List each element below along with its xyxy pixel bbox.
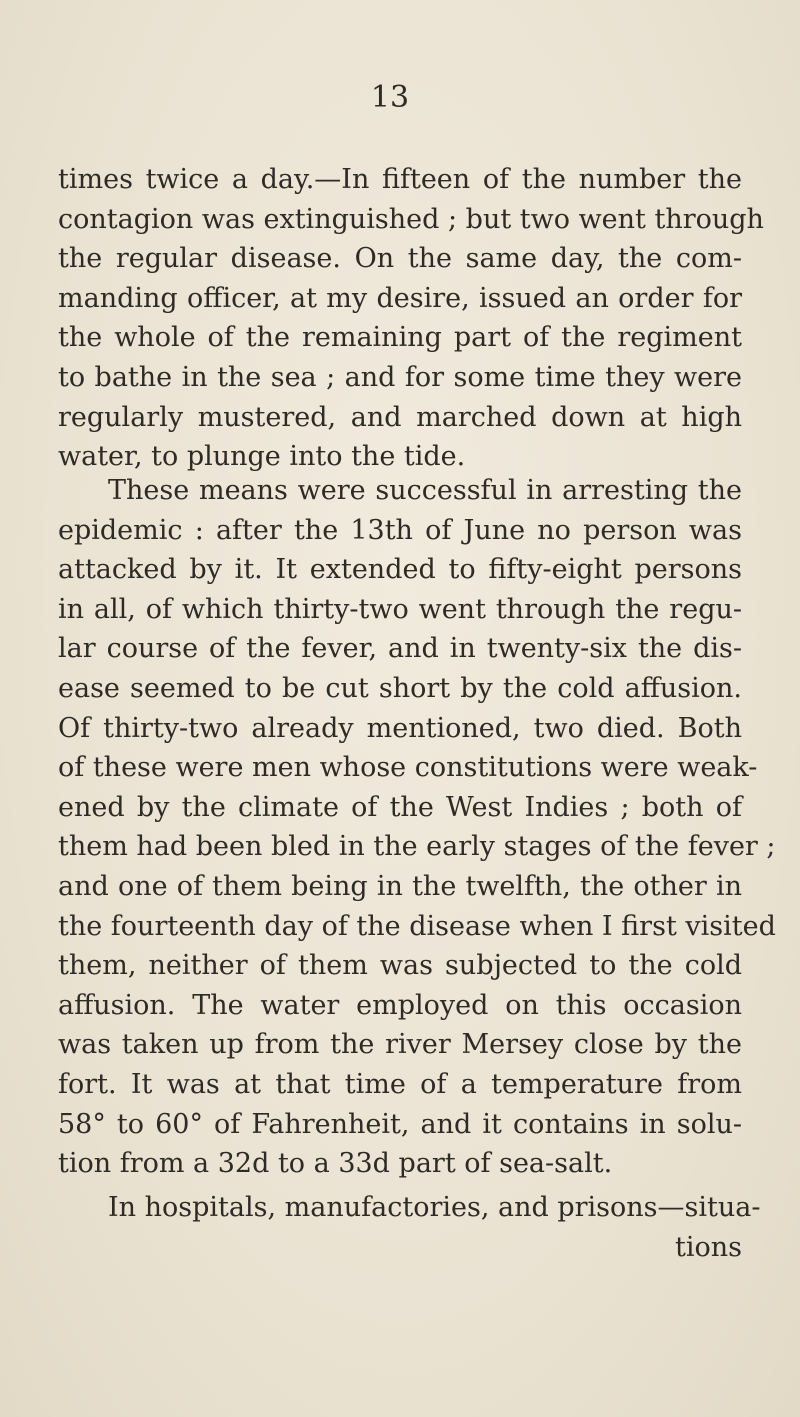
text-line: ease seemed to be cut short by the cold affusion. — [58, 672, 742, 704]
text-line: lar course of the fever, and in twenty-six the dis- — [58, 633, 742, 665]
text-line: regularly mustered, and marched down at high — [58, 401, 742, 433]
text-line: attacked by it. It extended to fifty-eight persons — [58, 554, 742, 586]
text-line: manding officer, at my desire, issued an order for — [58, 282, 742, 314]
text-line: them, neither of them was subjected to the cold — [58, 950, 742, 982]
text-line: the whole of the remaining part of the regiment — [58, 322, 742, 354]
text-line: fort. It was at that time of a temperature from — [58, 1068, 742, 1100]
text-line: contagion was extinguished ; but two went through — [58, 203, 764, 235]
text-line: the fourteenth day of the disease when I first visited — [58, 910, 776, 942]
text-line: times twice a day.—In fifteen of the number the — [58, 164, 742, 195]
text-line: water, to plunge into the tide. — [58, 441, 466, 473]
text-line: and one of them being in the twelfth, the other in — [58, 870, 742, 902]
text-line: was taken up from the river Mersey close by the — [58, 1029, 742, 1061]
text-line: Of thirty-two already mentioned, two died. Both — [58, 712, 742, 744]
text-line: them had been bled in the early stages of the fever ; — [58, 831, 776, 863]
text-line: tion from a 32d to a 33d part of sea-salt. — [58, 1148, 613, 1180]
text-line: affusion. The water employed on this occasion — [58, 989, 742, 1021]
text-line: These means were successful in arresting the — [108, 475, 742, 506]
text-line: ened by the climate of the West Indies ; both of — [58, 791, 742, 823]
text-line: to bathe in the sea ; and for some time they were — [58, 361, 742, 393]
text-line: In hospitals, manufactories, and prisons—situa- — [108, 1192, 761, 1223]
catchword: tions — [675, 1231, 742, 1263]
text-line: in all, of which thirty-two went through the regu- — [58, 593, 742, 625]
paragraph-3 — [58, 1188, 761, 1267]
paragraph-2 — [58, 471, 776, 1184]
paragraph-1 — [58, 160, 764, 477]
text-line: 58° to 60° of Fahrenheit, and it contains in solu- — [58, 1108, 742, 1140]
text-line: epidemic : after the 13th of June no person was — [58, 514, 742, 546]
text-line: of these were men whose constitutions were weak- — [58, 752, 758, 784]
page-number: 13 — [370, 80, 410, 115]
text-line: the regular disease. On the same day, the com- — [58, 243, 742, 275]
